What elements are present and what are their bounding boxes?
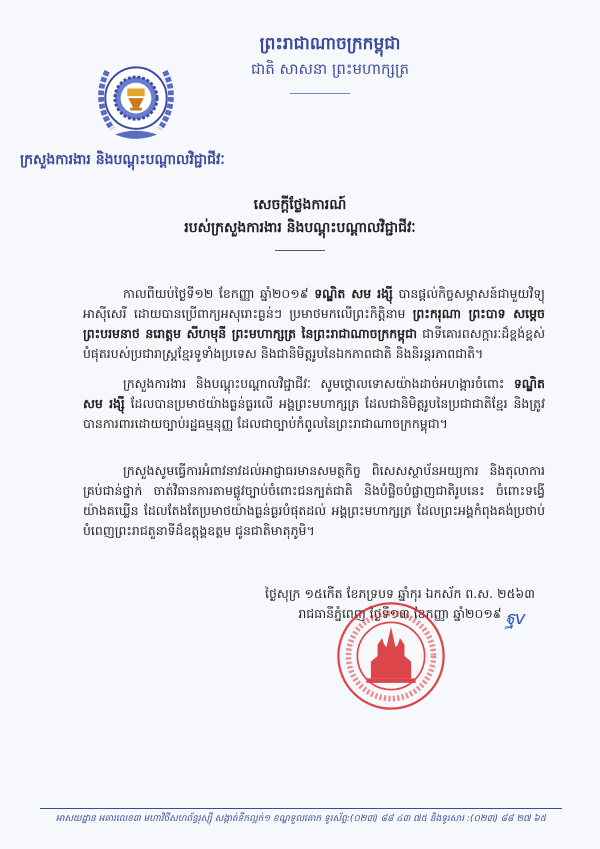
solar-date: រាជធានីភ្នំពេញ ថ្ងៃទី១៣ ខែកញ្ញា ឆ្នាំ២០១៩ (298, 606, 502, 621)
p2-person-name: ទណ្ឌិត សម រង្ស៊ី (83, 376, 545, 411)
document-title: សេចក្តីថ្លែងការណ៍ (253, 197, 347, 213)
signature: ฐv (505, 608, 526, 629)
ministry-name: ក្រសួងការងារ និងបណ្តុះបណ្តាលវិជ្ជាជីវៈ (20, 152, 225, 168)
kingdom-heading: ព្រះរាជាណាចក្រកម្ពុជា (259, 34, 401, 54)
footer-divider (40, 808, 562, 809)
paragraph-3: ក្រសួងសូមធ្វើការអំពាវនាវដល់អាជ្ញាធរមានសមត្ថកិច្ច ពិសេសស្ថាប័នអយ្យការ និងតុលាការគ្រប់ជាន់ថ្នាក់ ចាត់វិធានការតាមផ្លូវច្បាប់ចំពោះជនក្បត់ជាតិ និងបំផ្លិចបំផ្លាញជាតិរូបនេះ ចំពោះទង្វើយ៉ាងគឃ្លើន ដែលតែងតែប្រមាថយ៉ាងធ្ងន់ធ្ងរបំផុតដល់ អង្គព្រះមហាក្សត្រ ដែលព្រះអង្គកំពុងគង់ប្រថាប់ បំពេញព្រះរាជតួនាទីដ៏ឧត្តុង្គឧត្តម ជូនជាតិមាតុភូមិ។ (83, 463, 545, 538)
title-divider (275, 250, 325, 251)
p2-text: ក្រសួងការងារ និងបណ្តុះបណ្តាលវិជ្ជាជីវៈ សូមថ្កោលទោសយ៉ាងដាច់អហង្ការចំពោះ (123, 376, 514, 391)
national-motto: ជាតិ សាសនា ព្រះមហាក្សត្រ (250, 60, 410, 78)
p1-text-3: ជាទីគោរពសក្ការៈដ៏ខ្ពង់ខ្ពស់បំផុតរបស់ប្រជារាស្ត្រខ្មែរទូទាំងប្រទេស និងជានិមិត្តរូបនៃឯកភាពជាតិ និងនិរន្តរភាពជាតិ។ (83, 326, 546, 361)
paragraph-2 (83, 374, 545, 434)
ministry-logo (88, 52, 184, 148)
p1-king-title: ព្រះករុណា ព្រះបាទ សម្តេចព្រះបរមនាថ នរោត្តម សីហមុនី ព្រះមហាក្សត្រ នៃព្រះរាជាណាចក្រកម្ពុជា (83, 306, 545, 341)
p1-person-name: ទណ្ឌិត សម រង្ស៊ី (314, 286, 393, 301)
paragraph-1 (83, 284, 545, 364)
p1-text-2: បានផ្តល់កិច្ចសម្ភាសន៍ជាមួយវិទ្យុអាស៊ីសេរី ដោយបានប្រើពាក្យអសុរោះធ្ងន់ៗ ប្រមាថមកលើព្រះកិត្តិនាម (83, 286, 545, 321)
header-divider (290, 93, 350, 94)
footer-address: អាសយដ្ឋាន អគារលេខ៣ មហាវិថីសហព័ន្ធរុស្ស៊ី សង្កាត់ទឹកល្អក់១ ខណ្ឌទួលគោក ទូរស័ព្ទ:(០២៣) ៨៨ ៤៣ ៧៥ និងទូរសារ :(០២៣) ៨៨ ២៧ ៦៥ (55, 814, 547, 824)
p2-text-2: ដែលបានប្រមាថយ៉ាងធ្ងន់ធ្ងរលើ អង្គព្រះមហាក្សត្រ ដែលជានិមិត្តរូបនៃប្រជាជាតិខ្មែរ និងត្រូវបានការពារដោយច្បាប់រដ្ឋធម្មនុញ្ញ ដែលជាច្បាប់កំពូលនៃព្រះរាជាណាចក្រកម្ពុជា។ (83, 396, 545, 431)
official-seal (335, 600, 447, 712)
document-subtitle: របស់ក្រសួងការងារ និងបណ្តុះបណ្តាលវិជ្ជាជីវៈ (184, 220, 416, 236)
lunar-date: ថ្ងៃសុក្រ ១៥កើត ខែភទ្របទ ឆ្នាំកុរ ឯកស័ក ព.ស. ២៥៦៣ (265, 586, 535, 601)
p1-text: កាលពីយប់ថ្ងៃទី១២ ខែកញ្ញា ឆ្នាំ២០១៩ (123, 286, 315, 301)
